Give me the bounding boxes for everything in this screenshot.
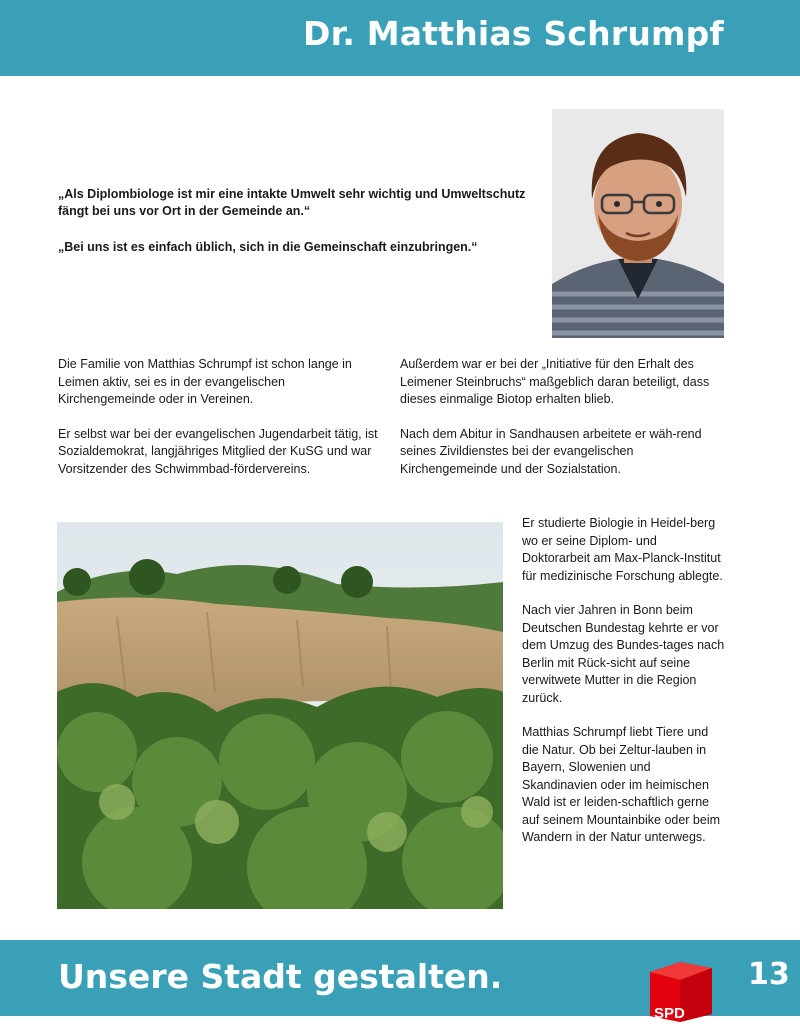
paragraph: Er studierte Biologie in Heidel-berg wo er seine Diplom- und Doktorarbeit am Max-Planck-Institut für medizinische Forschung ablegte. [522, 516, 723, 583]
paragraph: Nach dem Abitur in Sandhausen arbeitete er wäh-rend seines Zivildienstes bei der evangelischen Kirchengemeinde und der Sozialstation. [400, 426, 702, 476]
page-number: 13 [748, 957, 790, 992]
text-column-left [58, 356, 380, 495]
quote: „Als Diplombiologe ist mir eine intakte Umwelt sehr wichtig und Umweltschutz fängt bei uns vor Ort in der Gemeinde an.“ [58, 187, 526, 218]
text-column-right [400, 356, 722, 495]
paragraph: Die Familie von Matthias Schrumpf ist schon lange in Leimen aktiv, sei es in der evangelischen Kirchengemeinde oder in Vereinen. [58, 357, 352, 406]
quotes-block [58, 186, 528, 275]
page-title: Dr. Matthias Schrumpf [302, 14, 724, 53]
text-column-narrow [522, 515, 727, 864]
paragraph: Nach vier Jahren in Bonn beim Deutschen Bundestag kehrte er vor dem Umzug des Bundes-tages nach Berlin mit Rück-sicht auf seine verwitwete Mutter in die Region zurück. [522, 603, 725, 705]
paragraph: Er selbst war bei der evangelischen Jugendarbeit tätig, ist Sozialdemokrat, langjähriges Mitglied der KuSG und war Vorsitzender des Schwimmbad-fördervereins. [58, 426, 378, 476]
paragraph: Außerdem war er bei der „Initiative für den Erhalt des Leimener Steinbruchs“ maßgeblich daran beteiligt, dass dieses einmalige Biotop erhalten blieb. [400, 357, 710, 406]
quote: „Bei uns ist es einfach üblich, sich in die Gemeinschaft einzubringen.“ [58, 240, 478, 254]
slogan: Unsere Stadt gestalten. [58, 957, 503, 996]
quarry-photo [57, 522, 503, 909]
paragraph: Matthias Schrumpf liebt Tiere und die Natur. Ob bei Zeltur-lauben in Bayern, Slowenien und Skandinavien oder im heimischen Wald ist er leiden-schaftlich gerne auf seinem Mountainbike oder beim Wandern in der Natur unterwegs. [522, 725, 721, 844]
spd-logo-icon [640, 958, 722, 1024]
portrait-photo [552, 109, 724, 338]
spd-logo-text: SPD [654, 1005, 685, 1022]
